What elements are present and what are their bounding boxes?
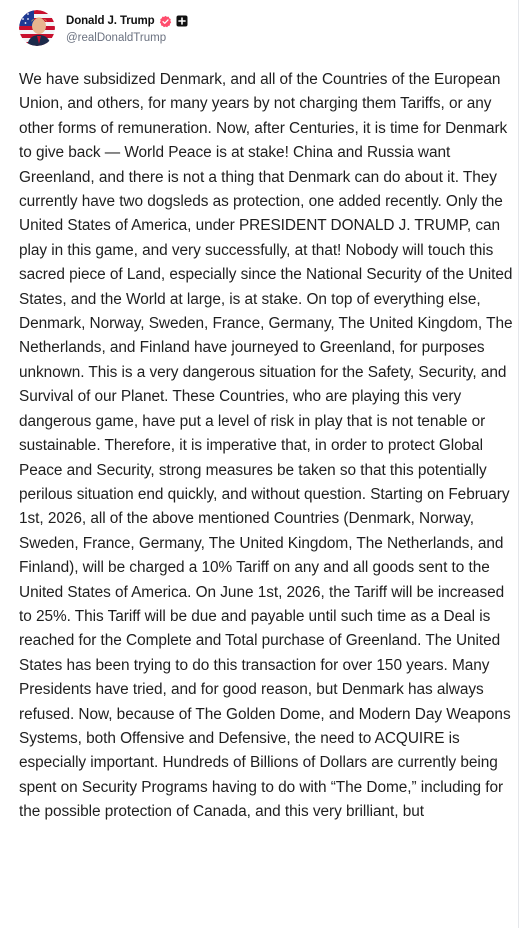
name-row	[66, 12, 188, 30]
author-handle[interactable]: @realDonaldTrump	[66, 32, 167, 44]
plus-square-icon	[176, 15, 188, 27]
post-text: We have subsidized Denmark, and all of the Countries of the European Union, and others, for many years by not charging them Tariffs, or any other forms of remuneration. Now, after Centuries, it is time for Denmark to give back — World Peace is at stake! China and Russia want Greenland, and there is not a thing that Denmark can do about it. They currently have two dogsleds as protection, one added recently. Only the United States of America, under PRESIDENT DONALD J. TRUMP, can play in this game, and very successfully, at that! Nobody will touch this sacred piece of Land, especially since the National Security of the United States, and the World at large, is at stake. On top of everything else, Denmark, Norway, Sweden, France, Germany, The United Kingdom, The Netherlands, and Finland have journeyed to Greenland, for purposes unknown. This is a very dangerous situation for the Safety, Security, and Survival of our Planet. These Countries, who are playing this very dangerous game, have put a level of risk in play that is not tenable or sustainable. Therefore, it is imperative that, in order to protect Global Peace and Security, strong measures be taken so that this potentially perilous situation end quickly, and without question. Starting on February 1st, 2026, all of the above mentioned Countries (Denmark, Norway, Sweden, France, Germany, The United Kingdom, The Netherlands, and Finland), will be charged a 10% Tariff on any and all goods sent to the United States of America. On June 1st, 2026, the Tariff will be increased to 25%. This Tariff will be due and payable until such time as a Deal is reached for the Complete and Total purchase of Greenland. The United States has been trying to do this transaction for over 150 years. Many Presidents have tried, and for good reason, but Denmark has always refused. Now, because of The Golden Dome, and Modern Day Weapons Systems, both Offensive and Defensive, the need to ACQUIRE is especially important. Hundreds of Billions of Dollars are currently being spent on Security Programs having to do with “The Dome,” including for the possible protection of Canada, and this very brilliant, but	[19, 71, 513, 821]
post-header	[19, 10, 188, 46]
verified-badge-icon	[159, 15, 172, 28]
flag-portrait-avatar-icon	[19, 10, 55, 46]
author-display-name[interactable]: Donald J. Trump	[66, 15, 155, 27]
author-names	[66, 12, 188, 44]
author-avatar[interactable]	[19, 10, 55, 46]
